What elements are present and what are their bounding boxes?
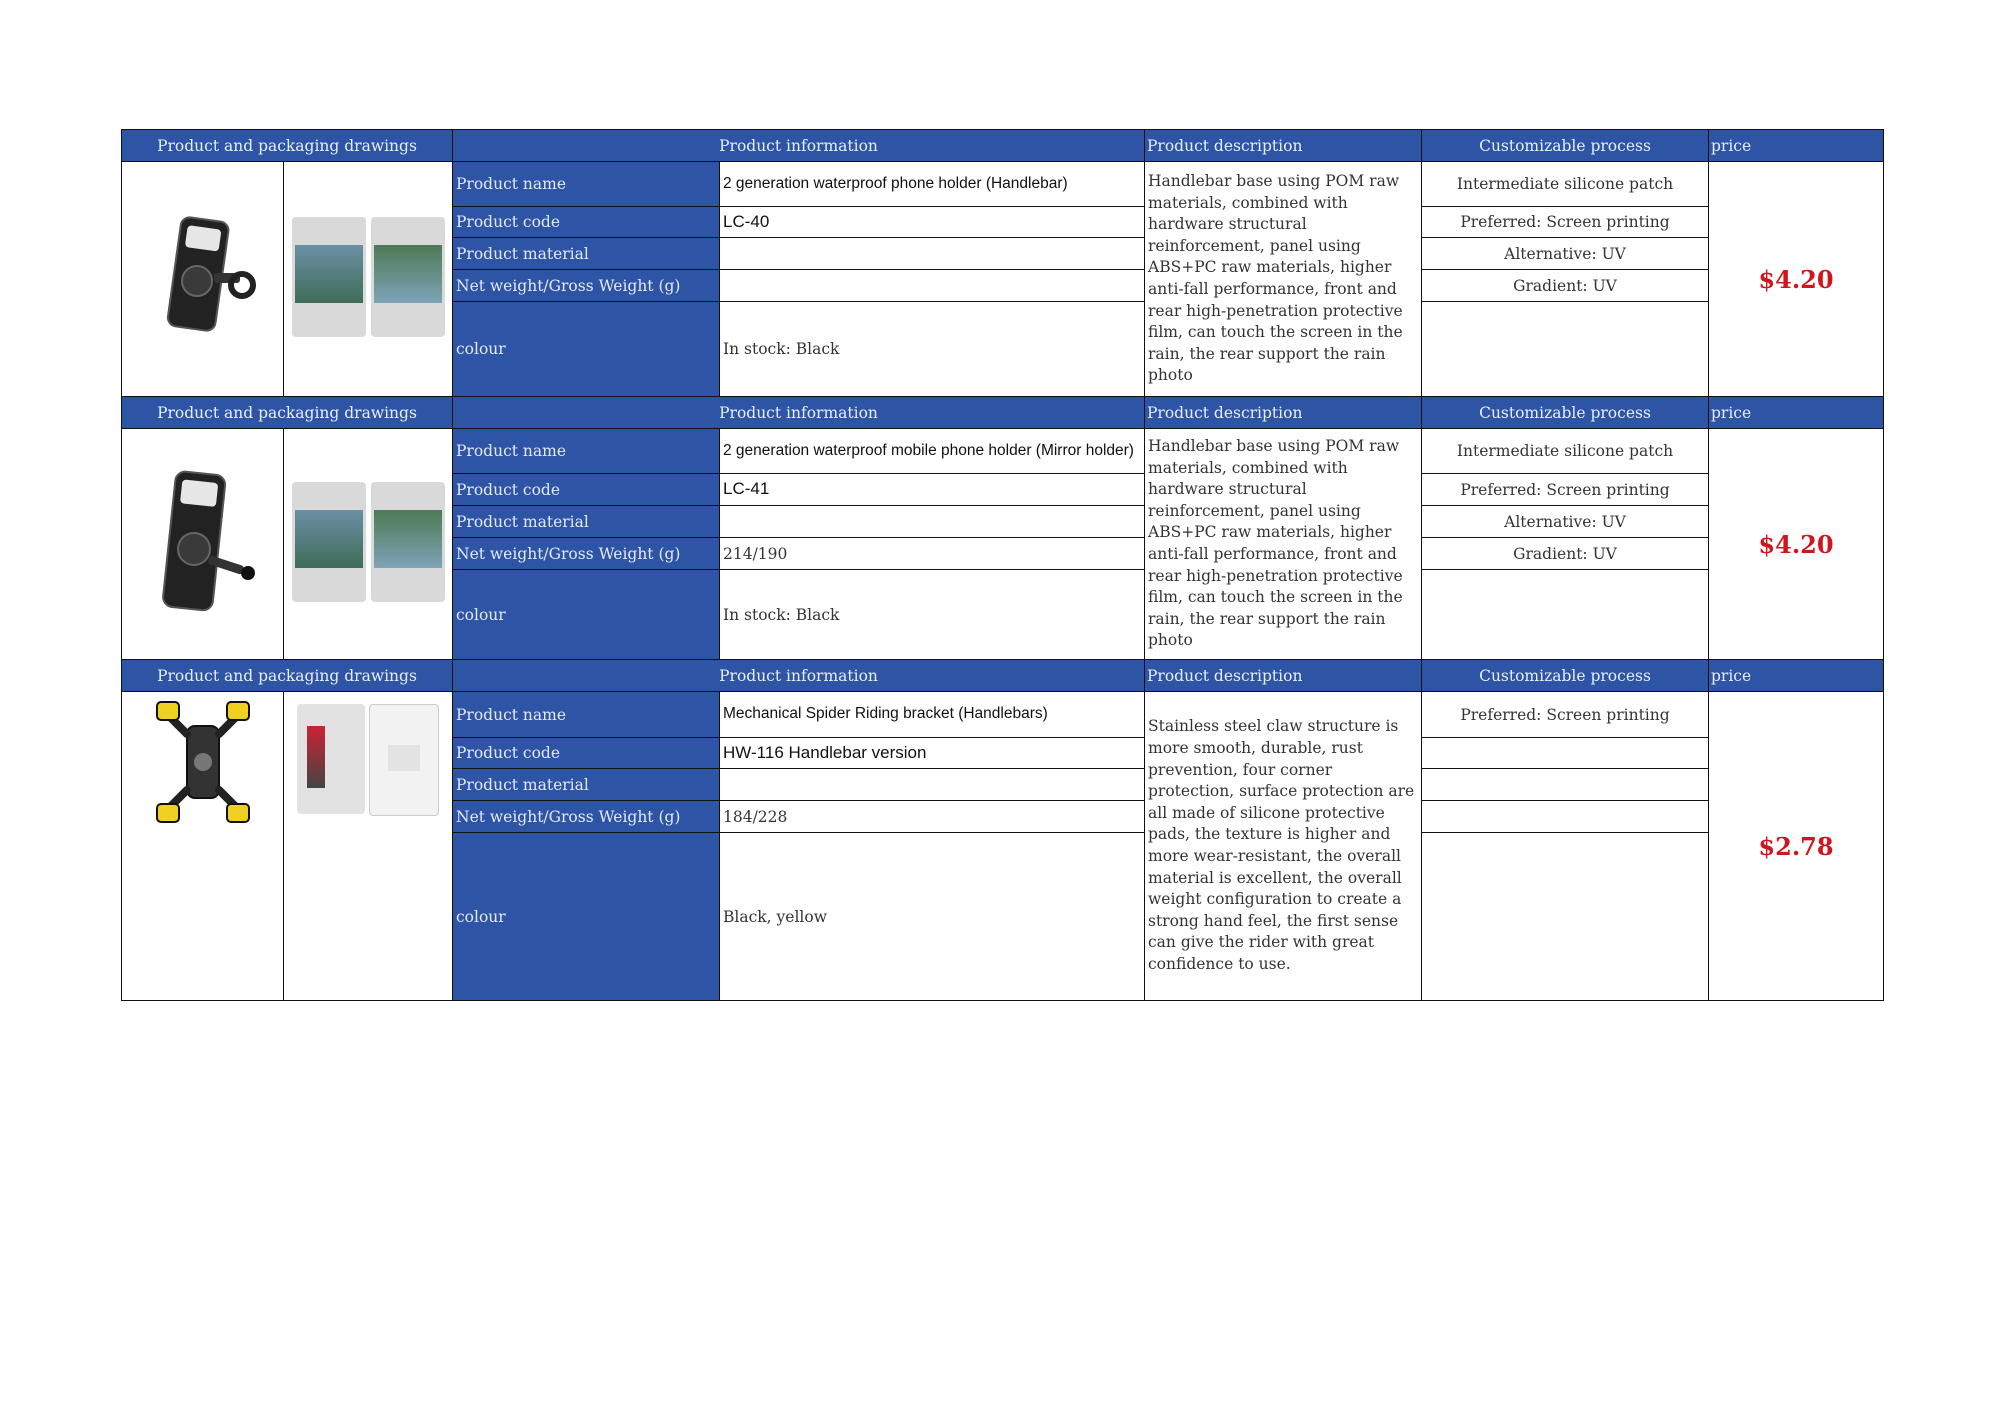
label-product-material: Product material: [453, 506, 720, 538]
label-weight: Net weight/Gross Weight (g): [453, 801, 720, 833]
product-material-value: [720, 506, 1145, 538]
label-product-code: Product code: [453, 207, 720, 238]
product-code-value: HW-116 Handlebar version: [720, 738, 1145, 769]
header-process: Customizable process: [1422, 660, 1709, 692]
process-item: [1422, 833, 1709, 1001]
process-item: Intermediate silicone patch: [1422, 162, 1709, 207]
header-description: Product description: [1145, 660, 1422, 692]
colour-value: In stock: Black: [720, 570, 1145, 660]
process-item: [1422, 302, 1709, 397]
blue-green-package-box-icon: [292, 482, 445, 602]
product-row: [122, 429, 1884, 474]
header-description: Product description: [1145, 130, 1422, 162]
product-image-cell: [122, 162, 284, 397]
product-row: [122, 162, 1884, 207]
header-row: [122, 397, 1884, 429]
header-process: Customizable process: [1422, 397, 1709, 429]
product-code-value: LC-41: [720, 474, 1145, 506]
package-image-cell: [284, 692, 453, 1001]
product-code-value: LC-40: [720, 207, 1145, 238]
process-item: [1422, 570, 1709, 660]
product-description: Stainless steel claw structure is more smooth, durable, rust prevention, four corner protection, surface protection are all made of silicone protective pads, the texture is higher and more wear-resistant, the overall material is excellent, the overall weight configuration to create a strong hand feel, the first sense can give the rider with great confidence to use.: [1145, 692, 1422, 1001]
header-description: Product description: [1145, 397, 1422, 429]
label-product-material: Product material: [453, 769, 720, 801]
colour-value: Black, yellow: [720, 833, 1145, 1001]
process-item: Alternative: UV: [1422, 238, 1709, 270]
weight-value: 184/228: [720, 801, 1145, 833]
process-item: Gradient: UV: [1422, 270, 1709, 302]
label-colour: colour: [453, 302, 720, 397]
weight-value: 214/190: [720, 538, 1145, 570]
process-item: Preferred: Screen printing: [1422, 474, 1709, 506]
label-product-code: Product code: [453, 474, 720, 506]
product-quote-table: [121, 129, 1884, 1001]
package-image-cell: [284, 162, 453, 397]
header-price: price: [1709, 397, 1884, 429]
product-name-value: Mechanical Spider Riding bracket (Handlebars): [720, 692, 1145, 738]
header-product-info: Product information: [453, 660, 1145, 692]
header-row: [122, 660, 1884, 692]
product-description: Handlebar base using POM raw materials, combined with hardware structural reinforcement, panel using ABS+PC raw materials, higher anti-fall performance, front and rear high-penetration protective film, can touch the screen in the rain, the rear support the rain photo: [1145, 162, 1422, 397]
package-image-cell: [284, 429, 453, 660]
product-material-value: [720, 238, 1145, 270]
header-product-info: Product information: [453, 130, 1145, 162]
price-value: $4.20: [1709, 162, 1884, 397]
product-row: [122, 692, 1884, 738]
product-image-cell: [122, 692, 284, 1001]
label-product-material: Product material: [453, 238, 720, 270]
process-item: Gradient: UV: [1422, 538, 1709, 570]
label-colour: colour: [453, 570, 720, 660]
price-value: $4.20: [1709, 429, 1884, 660]
white-package-box-icon: [297, 704, 439, 816]
blue-green-package-box-icon: [292, 217, 445, 337]
process-item: Preferred: Screen printing: [1422, 692, 1709, 738]
label-weight: Net weight/Gross Weight (g): [453, 270, 720, 302]
spider-bike-bracket-icon: [153, 698, 253, 833]
waterproof-phone-holder-handlebar-icon: [148, 215, 258, 340]
product-image-cell: [122, 429, 284, 660]
header-process: Customizable process: [1422, 130, 1709, 162]
header-row: [122, 130, 1884, 162]
label-product-name: Product name: [453, 162, 720, 207]
product-material-value: [720, 769, 1145, 801]
label-colour: colour: [453, 833, 720, 1001]
process-item: [1422, 801, 1709, 833]
product-description: Handlebar base using POM raw materials, combined with hardware structural reinforcement, panel using ABS+PC raw materials, higher anti-fall performance, front and rear high-penetration protective film, can touch the screen in the rain, the rear support the rain photo: [1145, 429, 1422, 660]
process-item: [1422, 738, 1709, 769]
header-drawings: Product and packaging drawings: [122, 397, 453, 429]
process-item: Alternative: UV: [1422, 506, 1709, 538]
label-product-name: Product name: [453, 429, 720, 474]
weight-value: [720, 270, 1145, 302]
waterproof-phone-holder-mirror-icon: [145, 467, 260, 617]
label-weight: Net weight/Gross Weight (g): [453, 538, 720, 570]
price-value: $2.78: [1709, 692, 1884, 1001]
header-product-info: Product information: [453, 397, 1145, 429]
header-drawings: Product and packaging drawings: [122, 130, 453, 162]
colour-value: In stock: Black: [720, 302, 1145, 397]
header-drawings: Product and packaging drawings: [122, 660, 453, 692]
product-name-value: 2 generation waterproof mobile phone holder (Mirror holder): [720, 429, 1145, 474]
header-price: price: [1709, 130, 1884, 162]
process-item: Preferred: Screen printing: [1422, 207, 1709, 238]
process-item: Intermediate silicone patch: [1422, 429, 1709, 474]
product-name-value: 2 generation waterproof phone holder (Handlebar): [720, 162, 1145, 207]
header-price: price: [1709, 660, 1884, 692]
label-product-code: Product code: [453, 738, 720, 769]
label-product-name: Product name: [453, 692, 720, 738]
process-item: [1422, 769, 1709, 801]
